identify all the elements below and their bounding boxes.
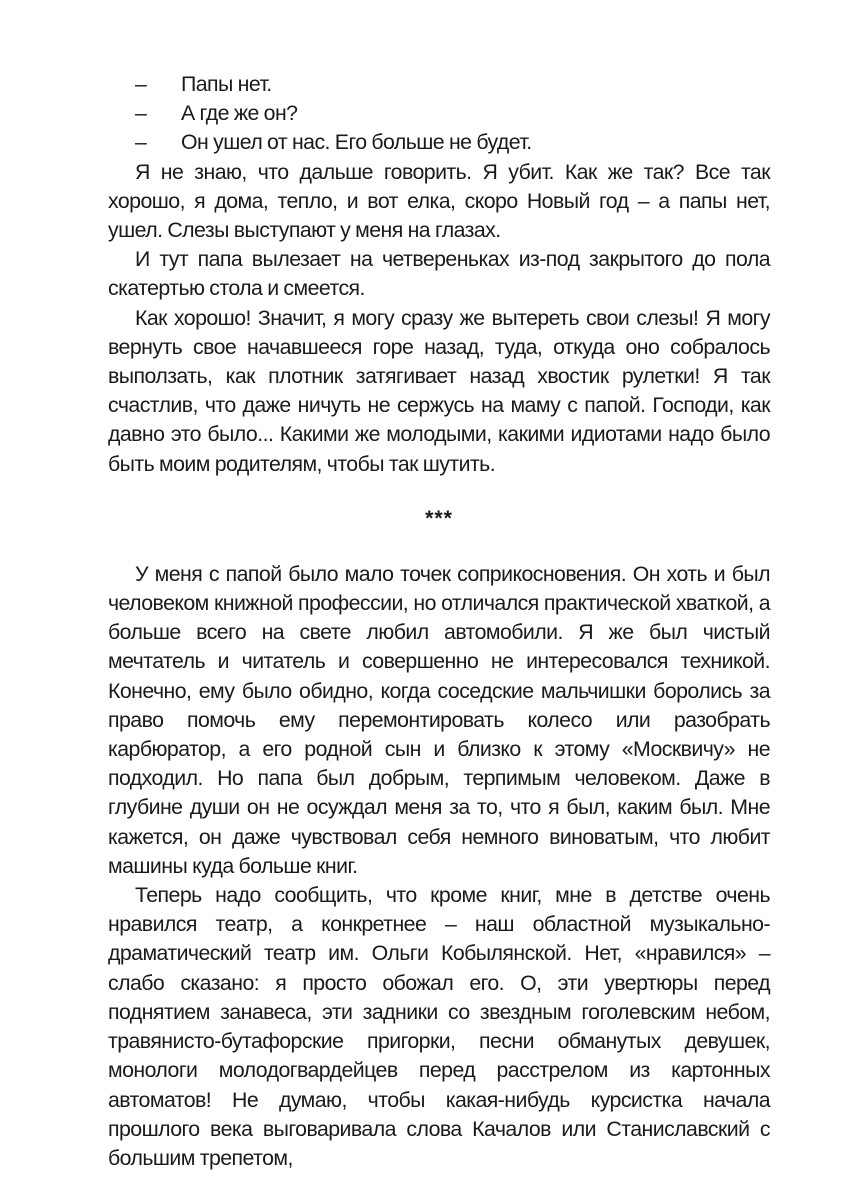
dialogue-line [108, 70, 770, 99]
section-separator: *** [425, 505, 453, 530]
paragraph: Я не знаю, что дальше говорить. Я убит. Как же так? Все так хорошо, я дома, тепло, и вот елка, скоро Новый год – а папы нет, ушел. Слезы выступают у меня на глазах. [108, 159, 770, 243]
paragraph: И тут папа вылезает на четвереньках из-под закрытого до пола скатертью стола и смеется. [108, 247, 770, 301]
paragraph: У меня с папой было мало точек соприкосновения. Он хоть и был человеком книжной профессии, но отличался практической хваткой, а больше всего на свете любил автомобили. Я же был чистый мечтатель и читатель и совершенно не интересовался техникой. Конечно, ему было обидно, когда соседские мальчишки боролись за право помочь ему перемонтировать колесо или разобрать карбюратор, а его родной сын и близко к этому «Москвичу» не подходил. Но папа был добрым, терпимым человеком. Даже в глубине души он не осуждал меня за то, что я был, каким был. Мне кажется, он даже чувствовал себя немного виноватым, что любит машины куда больше книг. [108, 561, 770, 878]
book-page [108, 70, 770, 1173]
paragraph: Теперь надо сообщить, что кроме книг, мне в детстве очень нравился театр, а конкретнее – наш областной музыкально-драматический театр им. Ольги Кобылянской. Нет, «нравился» – слабо сказано: я просто обожал его. О, эти увертюры перед поднятием занавеса, эти задники со звездным гоголевским небом, травянисто-бутафорские пригорки, песни обманутых девушек, монологи молодогвардейцев перед расстрелом из картонных автоматов! Не думаю, чтобы какая-нибудь курсистка начала прошлого века выговаривала слова Качалов или Станиславский с большим трепетом, [108, 883, 770, 1170]
dialogue-line [108, 128, 770, 157]
dialogue-dash: – [135, 101, 147, 126]
dialogue-line [108, 99, 770, 128]
dialogue-dash: – [135, 130, 147, 155]
dialogue-text: Папы нет. [181, 72, 272, 96]
dialogue-text: Он ушел от нас. Его больше не будет. [181, 130, 532, 155]
dialogue-dash: – [135, 72, 147, 96]
paragraph: Как хорошо! Значит, я могу сразу же вытереть свои слезы! Я могу вернуть свое начавшееся горе назад, туда, откуда оно собралось выползать, как плотник затягивает назад хвостик рулетки! Я так счастлив, что даже ничуть не сержусь на маму с папой. Господи, как давно это было... Какими же молодыми, какими идиотами надо было быть моим родителям, чтобы так шутить. [108, 305, 770, 476]
dialogue-text: А где же он? [181, 101, 298, 126]
